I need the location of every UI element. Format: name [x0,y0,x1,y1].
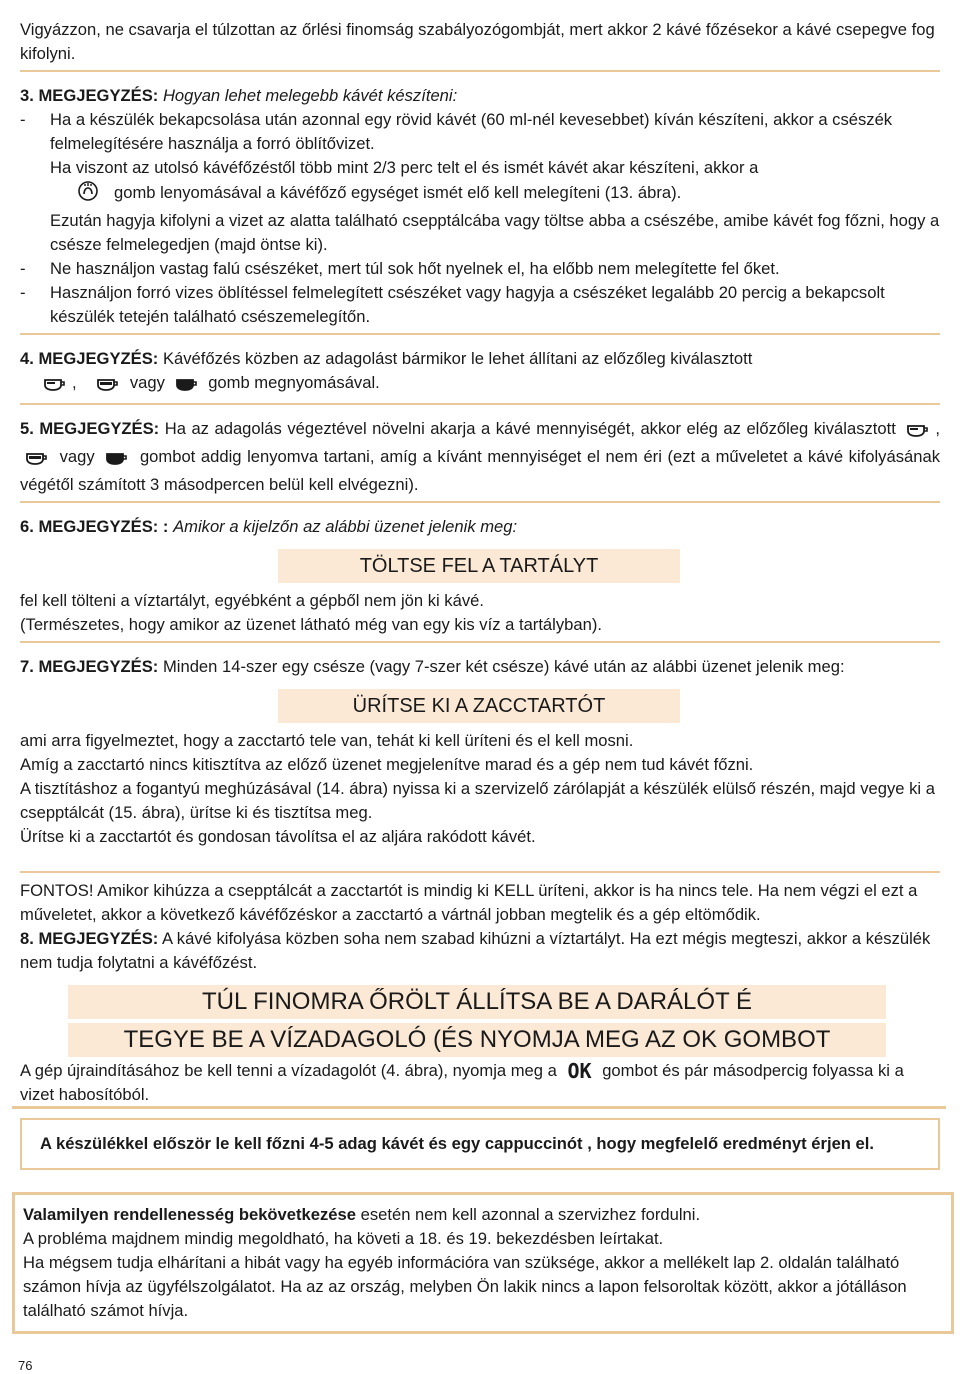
long-coffee-cup-icon [174,375,200,399]
important-note: FONTOS! Amikor kihúzza a csepptálcát a zacctartót is mindig ki KELL üríteni, akkor is ha nincs tele. Ha nem végzi el ezt a műveletet, akkor a következő kávéfőzéskor a zacctartó a vártnál jobban megtelik és a gép eltömődik. [20,881,918,924]
note8-title: 8. MEGJEGYZÉS: [20,929,159,948]
ok-button-label: OK [567,1059,592,1083]
note-6: 6. MEGJEGYZÉS: : Amikor a kijelzőn az alábbi üzenet jelenik meg: TÖLTSE FEL A TARTÁLYT fel kell tölteni a víztartályt, egyébként a gépből nem jön ki kávé. (Természetes, hogy amikor az üzenet látható még van egy kis víz a tartályban). [20,515,940,643]
medium-coffee-cup-icon [24,449,50,473]
short-coffee-cup-icon [42,375,68,399]
note-7: 7. MEGJEGYZÉS: Minden 14-szer egy csésze (vagy 7-szer két csésze) kávé után az alábbi üzenet jelenik meg: ÜRÍTSE KI A ZACCTARTÓT ami arra figyelmeztet, hogy a zacctartó tele van, tehát ki kell üríteni és el kell mosni. Amíg a zacctartó nincs kitisztítva az előző üzenet megjelenítve marad és a gép nem tud kávét főzni. A tisztításhoz a fogantyú meghúzásával (14. ábra) nyissa ki a szervizelő zárólapját a készülék elülső részén, majd vegye ki a csepptálcát (15. ábra), ürítse ki és tisztítsa meg. Ürítse ki a zacctartót és gondosan távolítsa el az aljára rakódott kávét. [20,655,940,873]
display-message-empty-grounds: ÜRÍTSE KI A ZACCTARTÓT [278,689,680,723]
first-use-box: A készülékkel először le kell főzni 4-5 adag kávét és egy cappuccinót , hogy megfelelő eredményt érjen el. [20,1118,940,1170]
note-3 [20,84,940,335]
note7-title: 7. MEGJEGYZÉS: [20,657,159,676]
page-number: 76 [18,1358,33,1373]
note3-item1b: Ha viszont az utolsó kávéfőzéstől több mint 2/3 perc telt el és ismét kávét akar készíteni, akkor a gomb lenyomásával a kávéfőző egységet ismét elő kell melegíteni (13. ábra). [20,156,940,209]
note-5: 5. MEGJEGYZÉS: Ha az adagolás végeztével növelni akarja a kávé mennyiségét, akkor elég az előzőleg kiválasztott , vagy gombot addig lenyomva tartani, amíg a kívánt mennyiséget el nem éri (ezt a műveletet a kávé kifolyásának végétől számított 3 másodpercen belül kell elvégezni). [20,417,940,503]
manual-page [20,18,940,1107]
display-message-too-fine: TÚL FINOMRA ŐRÖLT ÁLLÍTSA BE A DARÁLÓT É [68,985,886,1019]
note3-item1c: Ezután hagyja kifolyni a vizet az alatta található csepptálcába vagy töltse abba a csészébe, amibe kávét fog főzni, hogy a csésze felmelegedjen (majd öntse ki). [50,211,940,254]
note5-title: 5. MEGJEGYZÉS: [20,419,160,438]
intro-warning: Vigyázzon, ne csavarja el túlzottan az őrlési finomság szabályozógombját, mert akkor 2 kávé főzésekor a kávé csepegve fog kifolyni. [20,18,940,72]
note-8: 8. MEGJEGYZÉS: A kávé kifolyása közben soha nem szabad kihúzni a víztartályt. Ha ezt mégis megteszi, akkor a készülék nem tudja folytatni a kávéfőzést. TÚL FINOMRA ŐRÖLT ÁLLÍTSA BE A DARÁLÓT É TEGYE BE A VÍZADAGOLÓ (ÉS NYOMJA MEG AZ OK GOMBOT A gép újraindításához be kell tenni a vízadagolót (4. ábra), nyomja meg a OK gombot és pár másodpercig folyassa ki a vizet habosítóból. [20,929,931,1104]
medium-coffee-cup-icon [95,375,121,399]
preheat-button-icon [76,180,100,209]
note3-item1: - Ha a készülék bekapcsolása után azonnal egy rövid kávét (60 ml-nél kevesebbet) kíván készíteni, akkor a csészék felmelegítésére használja a forró öblítővizet. [20,110,893,153]
note3-item3: - Használjon forró vizes öblítéssel felmelegített csészéket vagy hagyja a csészéket legalább 20 percig a bekapcsolt készülék tetején található csészemelegítőn. [20,281,940,335]
note-4: 4. MEGJEGYZÉS: Kávéfőzés közben az adagolást bármikor le lehet állítani az előzőleg kiválasztott , vagy gomb megnyomásával. [20,347,940,405]
section-divider [12,1106,946,1109]
note3-title: 3. MEGJEGYZÉS: [20,86,159,105]
long-coffee-cup-icon [104,449,130,473]
note6-title: 6. MEGJEGYZÉS: : [20,517,169,536]
note4-title: 4. MEGJEGYZÉS: [20,349,159,368]
display-message-insert-dispenser: TEGYE BE A VÍZADAGOLÓ (ÉS NYOMJA MEG AZ OK GOMBOT [68,1023,886,1057]
short-coffee-cup-icon [905,421,931,445]
fault-info-box: Valamilyen rendellenesség bekövetkezése esetén nem kell azonnal a szervizhez fordulni. A probléma majdnem mindig megoldható, ha követi a 18. és 19. bekezdésben leírtakat. Ha mégsem tudja elhárítani a hibát vagy ha egyéb információra van szüksége, akkor a mellékelt lap 2. oldalán található számon hívja az ügyfélszolgálatot. Ha az az ország, melyben Ön lakik nincs a lapon felsoroltak között, akkor a jótálláson található számot hívja. [12,1192,954,1334]
note3-item2: - Ne használjon vastag falú csészéket, mert túl sok hőt nyelnek el, ha előbb nem melegítette fel őket. [20,259,780,278]
display-message-fill-tank: TÖLTSE FEL A TARTÁLYT [278,549,680,583]
note3-subtitle: Hogyan lehet melegebb kávét készíteni: [162,86,458,105]
